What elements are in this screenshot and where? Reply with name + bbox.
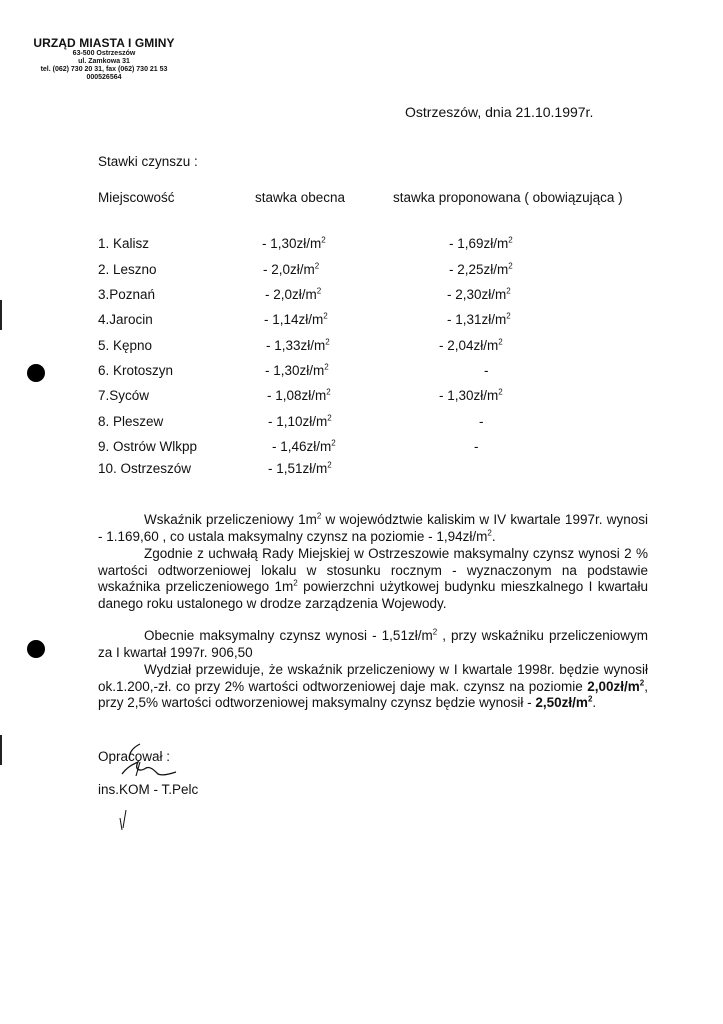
stamp-street: ul. Zamkowa 31 bbox=[78, 58, 130, 65]
row-current: - $1,14zł/m^2$ bbox=[264, 311, 328, 327]
header-proposed: stawka proponowana ( obowiązująca ) bbox=[393, 190, 623, 205]
row-proposed: - bbox=[474, 439, 479, 454]
header-city: Miejscowość bbox=[98, 190, 175, 205]
row-current: - $1,33zł/m^2$ bbox=[266, 337, 330, 353]
row-city: 8. Pleszew bbox=[98, 414, 164, 429]
row-current: - $1,51zł/m^2$ bbox=[268, 460, 332, 476]
row-proposed: - bbox=[479, 414, 484, 429]
row-city: 5. Kępno bbox=[98, 338, 153, 353]
section-title: Stawki czynszu : bbox=[98, 154, 198, 169]
row-current: - $1,30zł/m^2$ bbox=[262, 235, 326, 251]
row-city: 4.Jarocin bbox=[98, 312, 153, 327]
row-city: 9. Ostrów Wlkpp bbox=[98, 439, 198, 454]
row-city: 3.Poznań bbox=[98, 287, 156, 302]
scan-edge-mark bbox=[0, 735, 2, 765]
stamp-title: URZĄD MIASTA I GMINY bbox=[33, 36, 175, 50]
row-proposed: - $2,30zł/m^2$ bbox=[447, 286, 511, 302]
row-current: - $1,08zł/m^2$ bbox=[267, 387, 331, 403]
row-proposed: - bbox=[484, 363, 489, 378]
row-proposed: - $1,69zł/m^2$ bbox=[449, 235, 513, 251]
row-proposed: - $2,25zł/m^2$ bbox=[449, 261, 513, 277]
row-city: 10. Ostrzeszów bbox=[98, 461, 192, 476]
row-current: - $2,0zł/m^2$ bbox=[263, 261, 320, 277]
paragraph-forecast: Wydział przewiduje, że wskaźnik przeliczeniowy w I kwartale 1998r. będzie wynosił ok.1.200,-zł. co przy 2% wartości odtworzeniowej daje mak. czynsz na poziomie $2,00zł/m^2$, przy 2,5% wartości odtworzeniowej maksymalny czynsz będzie wynosił - $2,50zł/m^2$. bbox=[98, 662, 648, 710]
row-current: - $1,10zł/m^2$ bbox=[268, 413, 332, 429]
paragraph-current-max: Obecnie maksymalny czynsz wynosi - $1,51zł/m^2$ , przy wskaźniku przeliczeniowym za I kwartał 1997r. 906,50 bbox=[98, 627, 648, 660]
row-current: - $1,46zł/m^2$ bbox=[272, 438, 336, 454]
punch-hole bbox=[27, 640, 45, 658]
office-stamp bbox=[30, 36, 178, 82]
author-name: ins.KOM - T.Pelc bbox=[98, 782, 199, 797]
paragraph-resolution: Zgodnie z uchwałą Rady Miejskiej w Ostrzeszowie maksymalny czynsz wynosi 2 % wartości odtworzeniowej lokalu w stosunku rocznym - wyznaczonym na podstawie wskaźnika przeliczeniowego $1m^2$ powierzchni użytkowej budynku mieszkalnego I kwartału danego roku ustalonego w drodze zarządzenia Wojewody. bbox=[98, 546, 648, 611]
stamp-phone: tel. (062) 730 20 31, fax (062) 730 21 53 bbox=[40, 66, 168, 73]
row-current: - $2,0zł/m^2$ bbox=[265, 286, 322, 302]
prepared-by-label: Opracował : bbox=[98, 749, 171, 764]
row-current: - $1,30zł/m^2$ bbox=[265, 362, 329, 378]
paragraph-indicator: Wskaźnik przeliczeniowy $1m^2$ w województwie kaliskim w IV kwartale 1997r. wynosi - 1.169,60 , co ustala maksymalny czynsz na poziomie - $1,94zł/m^2$. bbox=[98, 511, 648, 544]
row-city: 7.Syców bbox=[98, 388, 150, 403]
scan-edge-mark bbox=[0, 300, 2, 330]
header-current: stawka obecna bbox=[255, 190, 346, 205]
row-proposed: - $1,30zł/m^2$ bbox=[439, 387, 503, 403]
row-city: 1. Kalisz bbox=[98, 236, 150, 251]
stamp-regon: 000526564 bbox=[86, 74, 122, 81]
row-proposed: - $1,31zł/m^2$ bbox=[447, 311, 511, 327]
punch-hole bbox=[27, 364, 45, 382]
date-line: Ostrzeszów, dnia 21.10.1997r. bbox=[405, 104, 594, 120]
row-city: 6. Krotoszyn bbox=[98, 363, 174, 378]
row-proposed: - $2,04zł/m^2$ bbox=[439, 337, 503, 353]
stamp-postal: 63-500 Ostrzeszów bbox=[72, 50, 136, 57]
row-city: 2. Leszno bbox=[98, 262, 157, 277]
